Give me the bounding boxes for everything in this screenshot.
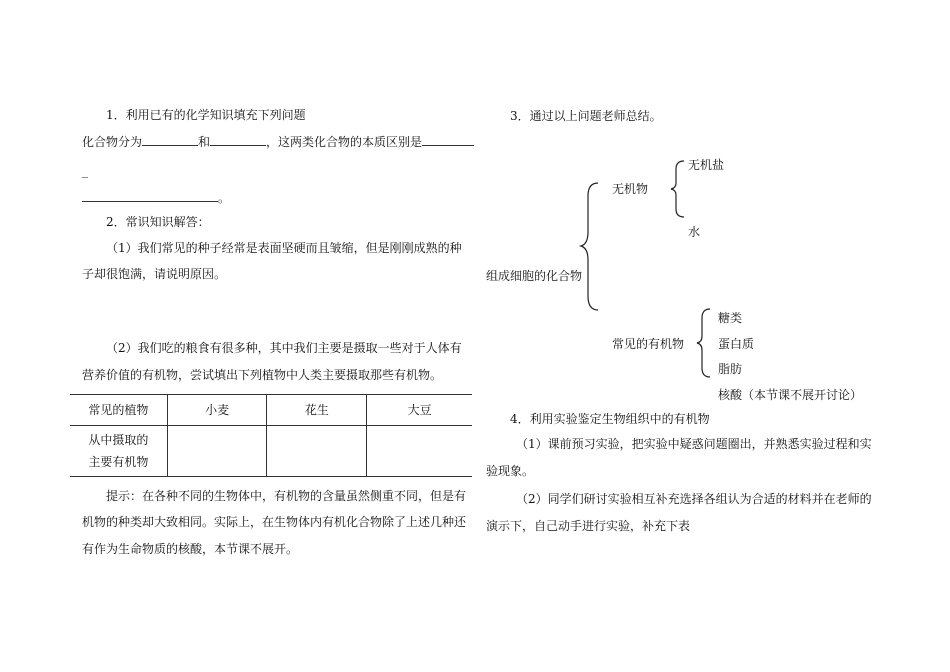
hint-line2: 机物的种类却大致相同。实际上，在生物体内有机化合物除了上述几种还 xyxy=(82,515,467,529)
q1-title: 1．利用已有的化学知识填充下列问题 xyxy=(106,108,306,122)
q4-title: 4．利用实验鉴定生物组织中的有机物 xyxy=(510,412,710,426)
q4-p1-line1: （1）课前预习实验，把实验中疑惑问题圈出，并熟悉实验过程和实 xyxy=(516,437,872,451)
inorganic-item-salt: 无机盐 xyxy=(688,158,725,172)
q4-p2-line2: 演示下，自己动手进行实验，补充下表 xyxy=(486,519,691,533)
row-label-line1: 从中摄取的 xyxy=(88,433,149,447)
root-brace xyxy=(580,182,600,312)
table-header-cell: 大豆 xyxy=(367,395,472,426)
q1-end-mark: 。 xyxy=(218,191,231,205)
diagram-organic: 常见的有机物 xyxy=(612,337,685,351)
organic-item-fat: 脂肪 xyxy=(718,362,743,376)
q1-line-and: 和 xyxy=(198,135,211,149)
table-answer-cell-soybean[interactable] xyxy=(367,426,472,477)
q2-p2-line2: 营养价值的有机物，尝试填出下列植物中人类主要摄取那些有机物。 xyxy=(82,368,443,382)
table-row-label xyxy=(70,426,167,477)
table-row xyxy=(70,426,472,477)
hint-line1: 提示：在各种不同的生物体中，有机物的含量虽然侧重不同，但是有 xyxy=(106,489,467,503)
inorganic-brace xyxy=(670,160,686,218)
q4-p1-line2: 验现象。 xyxy=(486,464,535,478)
q1-dash: _ xyxy=(82,164,88,178)
q2-title: 2．常识知识解答： xyxy=(106,215,210,229)
table-answer-cell-peanut[interactable] xyxy=(267,426,367,477)
table-header-row xyxy=(70,395,472,426)
diagram-root: 组成细胞的化合物 xyxy=(486,269,583,283)
plants-table xyxy=(70,394,472,477)
q2-p2-line1: （2）我们吃的粮食有很多种，其中我们主要是摄取一些对于人体有 xyxy=(106,341,462,355)
q3-title: 3．通过以上问题老师总结。 xyxy=(510,109,662,123)
answer-blank-1[interactable] xyxy=(142,134,198,146)
q2-p1-line2: 子却很饱满，请说明原因。 xyxy=(82,267,227,281)
answer-blank-3[interactable] xyxy=(422,134,474,146)
answer-blank-2[interactable] xyxy=(210,134,266,146)
q4-p2-line1: （2）同学们研讨实验相互补充选择各组认为合适的材料并在老师的 xyxy=(516,492,872,506)
inorganic-item-water: 水 xyxy=(688,225,701,239)
q1-blank-line xyxy=(82,190,230,206)
q1-line-suffix: ，这两类化合物的本质区别是 xyxy=(266,135,423,149)
table-header-cell: 小麦 xyxy=(167,395,267,426)
q1-line-prefix: 化合物分为 xyxy=(82,135,143,149)
diagram-inorganic: 无机物 xyxy=(612,182,649,196)
hint-line3: 有作为生命物质的核酸，本节课不展开。 xyxy=(82,542,299,556)
organic-item-nucleic-acid: 核酸（本节课不展开讨论） xyxy=(718,388,863,402)
table-header-cell: 花生 xyxy=(267,395,367,426)
q1-fill-line xyxy=(82,134,474,150)
table-answer-cell-wheat[interactable] xyxy=(167,426,267,477)
table-header-cell: 常见的植物 xyxy=(70,395,167,426)
organic-brace xyxy=(696,308,712,378)
organic-item-protein: 蛋白质 xyxy=(718,337,755,351)
q2-p1-line1: （1）我们常见的种子经常是表面坚硬而且皱缩，但是刚刚成熟的种 xyxy=(106,241,462,255)
organic-item-sugar: 糖类 xyxy=(718,311,743,325)
answer-blank-4[interactable] xyxy=(82,190,218,202)
row-label-line2: 主要有机物 xyxy=(88,455,149,469)
